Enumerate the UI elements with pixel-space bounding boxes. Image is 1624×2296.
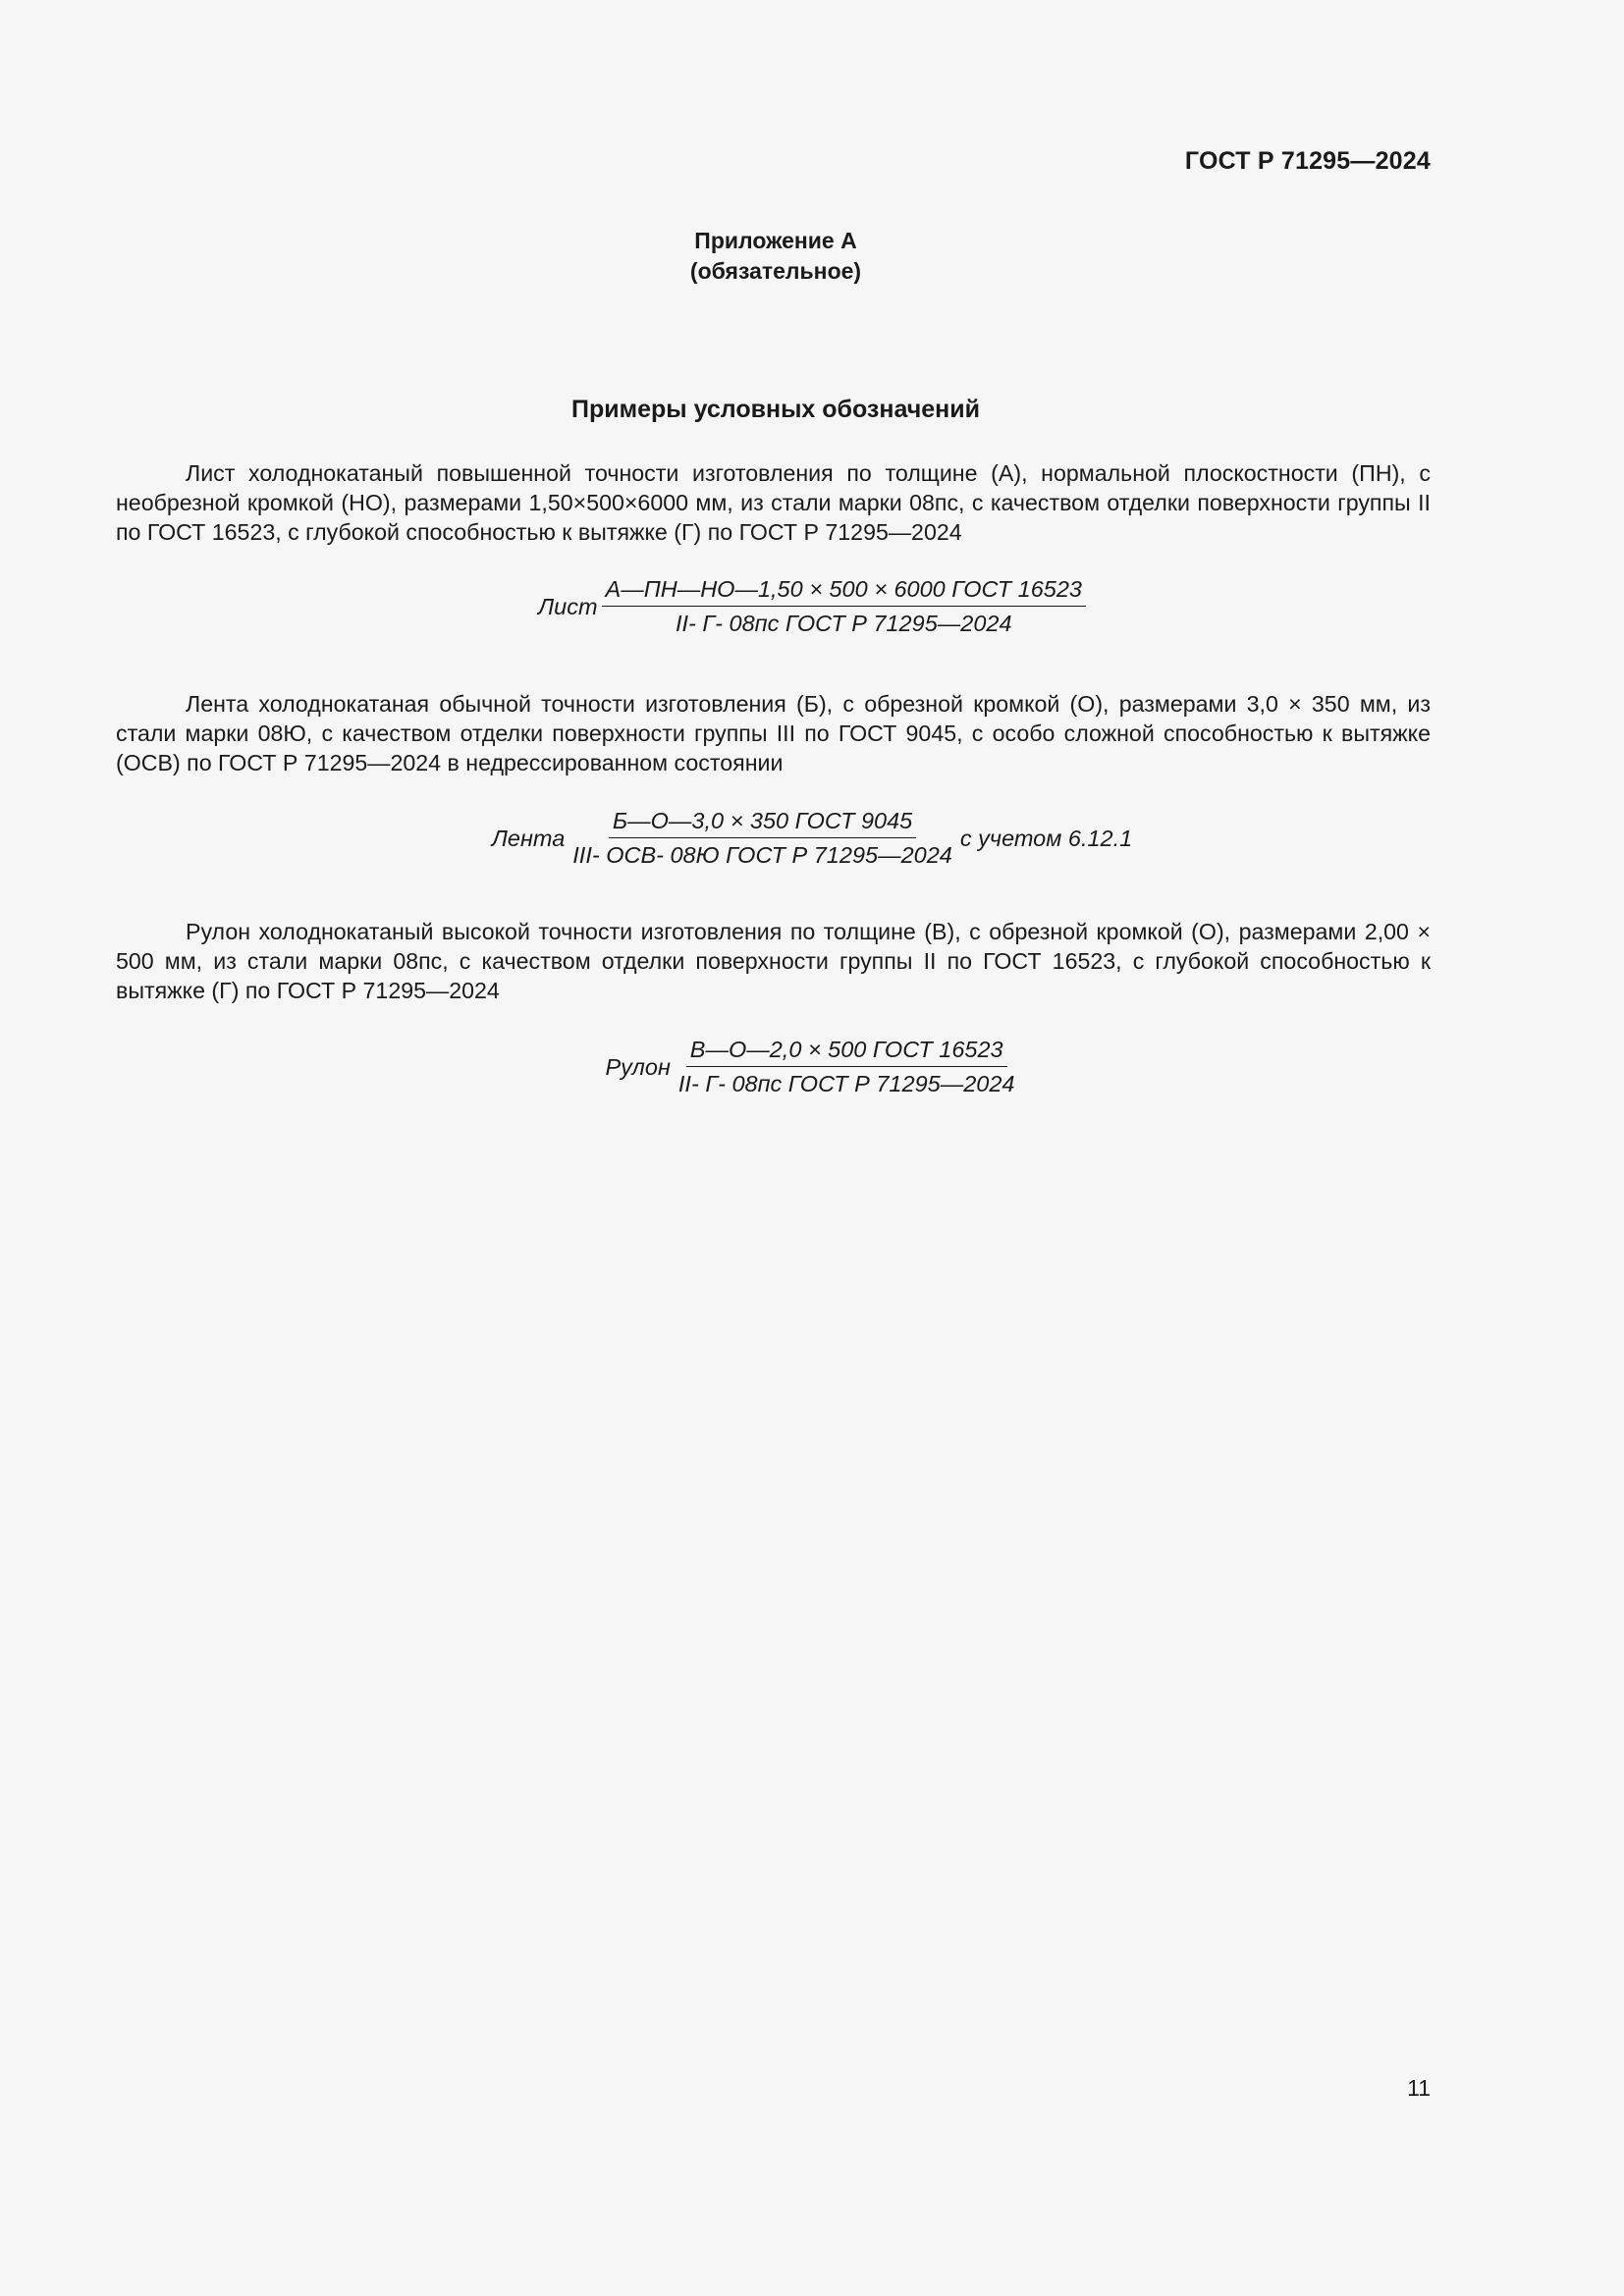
appendix-heading (0, 226, 1551, 287)
page-number: 11 (1407, 2075, 1431, 2101)
designation-formula (0, 576, 1624, 637)
formula-denominator: III- ОСВ- 08Ю ГОСТ Р 71295—2024 (572, 842, 952, 868)
appendix-title: Приложение А (694, 228, 857, 253)
formula-denominator: II- Г- 08пс ГОСТ Р 71295—2024 (677, 1071, 1015, 1096)
formula-fraction (602, 576, 1086, 637)
document-code: ГОСТ Р 71295—2024 (1184, 147, 1431, 175)
formula-label: Лента (491, 825, 566, 851)
section-title: Примеры условных обозначений (571, 396, 980, 423)
example-paragraph: Лист холоднокатаный повышенной точности изготовления по толщине (А), нормальной плоскостности (ПН), с необрезной кромкой (НО), размерами 1,50×500×6000 мм, из стали марки 08пс, с качеством отделки поверхности группы II по ГОСТ 16523, с глубокой способностью к вытяжке (Г) по ГОСТ Р 71295—2024 (116, 460, 1431, 545)
example-paragraph: Рулон холоднокатаный высокой точности изготовления по толщине (В), с обрезной кромкой (О), размерами 2,00 × 500 мм, из стали марки 08пс, с качеством отделки поверхности группы II по ГОСТ 16523, с глубокой способностью к вытяжке (Г) по ГОСТ Р 71295—2024 (116, 919, 1431, 1003)
formula-label: Рулон (605, 1053, 671, 1080)
example-paragraph: Лента холоднокатаная обычной точности изготовления (Б), с обрезной кромкой (О), размерами 3,0 × 350 мм, из стали марки 08Ю, с качеством отделки поверхности группы III по ГОСТ 9045, с особо сложной способностью к вытяжке (ОСВ) по ГОСТ Р 71295—2024 в недрессированном состоянии (116, 691, 1431, 775)
formula-suffix: с учетом 6.12.1 (959, 825, 1133, 851)
designation-formula (0, 808, 1624, 869)
formula-fraction (568, 808, 956, 869)
formula-numerator: В—О—2,0 × 500 ГОСТ 16523 (686, 1037, 1007, 1067)
formula-numerator: Б—О—3,0 × 350 ГОСТ 9045 (609, 808, 916, 838)
appendix-status: (обязательное) (689, 258, 862, 284)
formula-label: Лист (538, 593, 598, 619)
formula-fraction (675, 1037, 1019, 1097)
formula-numerator: А—ПН—НО—1,50 × 500 × 6000 ГОСТ 16523 (602, 576, 1086, 607)
formula-denominator: II- Г- 08пс ГОСТ Р 71295—2024 (675, 611, 1012, 636)
designation-formula (0, 1037, 1624, 1097)
